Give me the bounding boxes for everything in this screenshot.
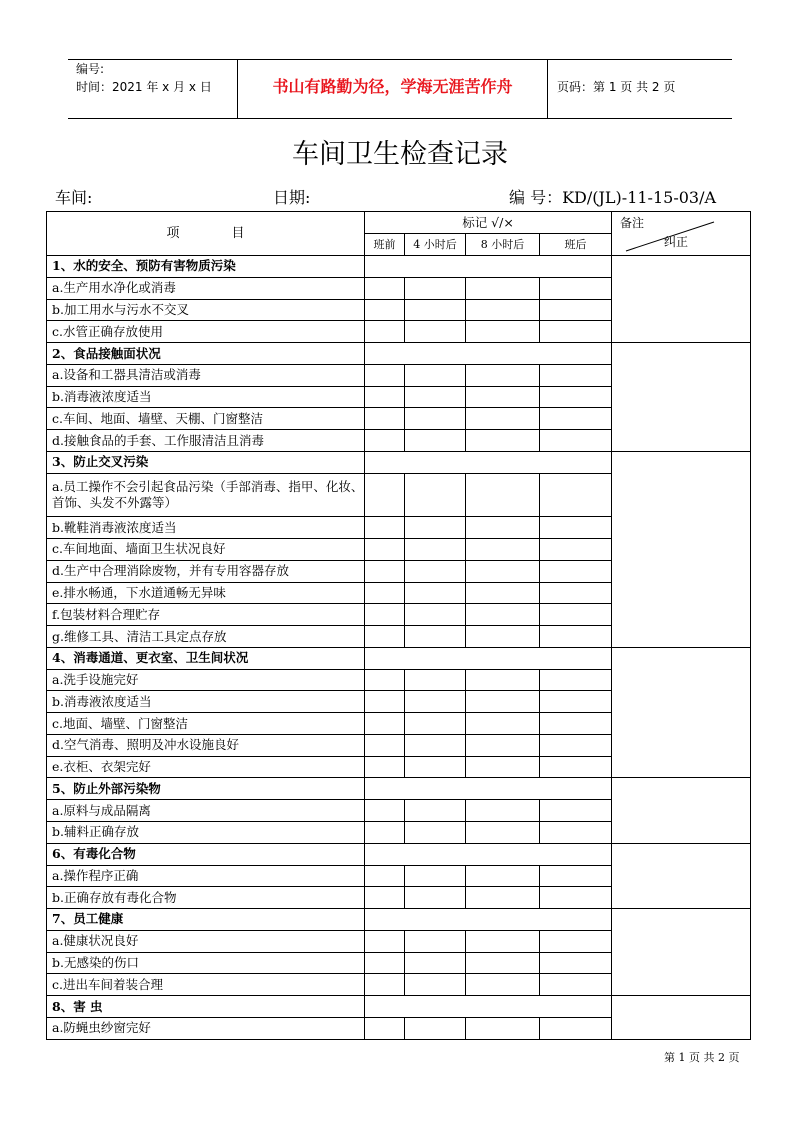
mark-after-shift-cell[interactable] — [540, 952, 612, 974]
check-item: d.接触食品的手套、工作服清洁且消毒 — [47, 430, 365, 452]
mark-after-shift-cell[interactable] — [540, 800, 612, 822]
mark-4h-cell[interactable] — [405, 604, 466, 626]
section-row — [47, 778, 751, 800]
mark-column-header: 标记 √/× — [365, 212, 612, 234]
mark-8h-cell[interactable] — [466, 539, 540, 561]
mark-8h-cell[interactable] — [466, 691, 540, 713]
mark-4h-cell[interactable] — [405, 756, 466, 778]
mark-4h-cell[interactable] — [405, 974, 466, 996]
mark-8h-cell[interactable] — [466, 734, 540, 756]
check-item: d.生产中合理消除废物，并有专用容器存放 — [47, 560, 365, 582]
check-item: b.靴鞋消毒液浓度适当 — [47, 517, 365, 539]
mark-4h-cell[interactable] — [405, 582, 466, 604]
check-item: f.包装材料合理贮存 — [47, 604, 365, 626]
section-remark-cell[interactable] — [612, 451, 751, 647]
header-divider-left — [237, 59, 238, 118]
mark-after-shift-cell[interactable] — [540, 386, 612, 408]
mark-after-shift-cell[interactable] — [540, 430, 612, 452]
mark-4h-cell[interactable] — [405, 517, 466, 539]
mark-8h-cell[interactable] — [466, 713, 540, 735]
mark-after-shift-cell[interactable] — [540, 364, 612, 386]
mark-before-shift-cell[interactable] — [365, 626, 405, 648]
section-row — [47, 909, 751, 931]
mark-before-shift-cell[interactable] — [365, 713, 405, 735]
mark-8h-cell[interactable] — [466, 560, 540, 582]
mark-after-shift-cell[interactable] — [540, 277, 612, 299]
section-mark-cell — [365, 778, 612, 800]
mark-after-shift-cell[interactable] — [540, 865, 612, 887]
section-row — [47, 647, 751, 669]
mark-before-shift-cell[interactable] — [365, 691, 405, 713]
section-mark-cell — [365, 843, 612, 865]
check-item: b.消毒液浓度适当 — [47, 386, 365, 408]
section-title: 6、有毒化合物 — [47, 843, 365, 865]
check-item: e.排水畅通，下水道通畅无异味 — [47, 582, 365, 604]
section-remark-cell[interactable] — [612, 647, 751, 778]
time-column-before-shift: 班前 — [365, 234, 405, 256]
page-title: 车间卫生检查记录 — [292, 139, 508, 170]
check-item: a.原料与成品隔离 — [47, 800, 365, 822]
mark-8h-cell[interactable] — [466, 930, 540, 952]
check-item: a.员工操作不会引起食品污染（手部消毒、指甲、化妆、首饰、头发不外露等） — [47, 473, 365, 517]
mark-before-shift-cell[interactable] — [365, 321, 405, 343]
mark-8h-cell[interactable] — [466, 582, 540, 604]
mark-before-shift-cell[interactable] — [365, 756, 405, 778]
header-time-label: 时间：2021 年 x 月 x 日 — [76, 80, 212, 94]
mark-8h-cell[interactable] — [466, 364, 540, 386]
mark-4h-cell[interactable] — [405, 734, 466, 756]
mark-after-shift-cell[interactable] — [540, 691, 612, 713]
section-title: 8、害 虫 — [47, 996, 365, 1018]
mark-8h-cell[interactable] — [466, 756, 540, 778]
mark-8h-cell[interactable] — [466, 887, 540, 909]
mark-after-shift-cell[interactable] — [540, 974, 612, 996]
mark-after-shift-cell[interactable] — [540, 299, 612, 321]
mark-after-shift-cell[interactable] — [540, 756, 612, 778]
inspection-table — [46, 211, 751, 1040]
mark-before-shift-cell[interactable] — [365, 887, 405, 909]
mark-after-shift-cell[interactable] — [540, 713, 612, 735]
header-divider-right — [547, 59, 548, 118]
workshop-label: 车间: — [55, 188, 93, 207]
mark-after-shift-cell[interactable] — [540, 822, 612, 844]
section-mark-cell — [365, 909, 612, 931]
mark-8h-cell[interactable] — [466, 1017, 540, 1039]
mark-after-shift-cell[interactable] — [540, 321, 612, 343]
check-item: c.车间、地面、墙壁、天棚、门窗整洁 — [47, 408, 365, 430]
mark-8h-cell[interactable] — [466, 865, 540, 887]
mark-4h-cell[interactable] — [405, 930, 466, 952]
section-title: 2、食品接触面状况 — [47, 343, 365, 365]
mark-before-shift-cell[interactable] — [365, 865, 405, 887]
mark-before-shift-cell[interactable] — [365, 604, 405, 626]
section-remark-cell[interactable] — [612, 909, 751, 996]
mark-4h-cell[interactable] — [405, 887, 466, 909]
mark-4h-cell[interactable] — [405, 386, 466, 408]
mark-before-shift-cell[interactable] — [365, 473, 405, 517]
check-item: b.消毒液浓度适当 — [47, 691, 365, 713]
date-label: 日期: — [273, 188, 311, 207]
check-item: c.进出车间着装合理 — [47, 974, 365, 996]
mark-8h-cell[interactable] — [466, 408, 540, 430]
header-bottom-rule — [68, 118, 732, 119]
section-row — [47, 996, 751, 1018]
check-item: b.正确存放有毒化合物 — [47, 887, 365, 909]
section-mark-cell — [365, 647, 612, 669]
mark-after-shift-cell[interactable] — [540, 408, 612, 430]
mark-8h-cell[interactable] — [466, 800, 540, 822]
mark-after-shift-cell[interactable] — [540, 887, 612, 909]
mark-before-shift-cell[interactable] — [365, 1017, 405, 1039]
section-title: 5、防止外部污染物 — [47, 778, 365, 800]
check-item: a.操作程序正确 — [47, 865, 365, 887]
mark-after-shift-cell[interactable] — [540, 473, 612, 517]
remark-label: 备注 — [620, 216, 645, 231]
header-page-label: 页码：第 1 页 共 2 页 — [557, 80, 676, 94]
check-item: a.设备和工器具清洁或消毒 — [47, 364, 365, 386]
document-code: 编 号：KD/(JL)-11-15-03/A — [509, 188, 717, 207]
section-mark-cell — [365, 343, 612, 365]
check-item: a.健康状况良好 — [47, 930, 365, 952]
mark-before-shift-cell[interactable] — [365, 669, 405, 691]
check-item: b.无感染的伤口 — [47, 952, 365, 974]
mark-8h-cell[interactable] — [466, 517, 540, 539]
time-column-8h: 8 小时后 — [466, 234, 540, 256]
check-item: c.车间地面、墙面卫生状况良好 — [47, 539, 365, 561]
section-title: 7、员工健康 — [47, 909, 365, 931]
correct-label: 纠正 — [664, 235, 689, 250]
mark-4h-cell[interactable] — [405, 713, 466, 735]
mark-4h-cell[interactable] — [405, 800, 466, 822]
mark-before-shift-cell[interactable] — [365, 539, 405, 561]
mark-after-shift-cell[interactable] — [540, 604, 612, 626]
mark-4h-cell[interactable] — [405, 669, 466, 691]
mark-4h-cell[interactable] — [405, 408, 466, 430]
mark-after-shift-cell[interactable] — [540, 626, 612, 648]
mark-4h-cell[interactable] — [405, 560, 466, 582]
mark-before-shift-cell[interactable] — [365, 974, 405, 996]
mark-8h-cell[interactable] — [466, 386, 540, 408]
mark-4h-cell[interactable] — [405, 539, 466, 561]
check-item: g.维修工具、清洁工具定点存放 — [47, 626, 365, 648]
header-motto: 书山有路勤为径，学海无涯苦作舟 — [272, 77, 513, 96]
section-mark-cell — [365, 256, 612, 278]
section-mark-cell — [365, 996, 612, 1018]
mark-8h-cell[interactable] — [466, 974, 540, 996]
section-row — [47, 256, 751, 278]
section-remark-cell[interactable] — [612, 343, 751, 452]
section-row — [47, 343, 751, 365]
mark-8h-cell[interactable] — [466, 952, 540, 974]
mark-8h-cell[interactable] — [466, 669, 540, 691]
mark-before-shift-cell[interactable] — [365, 582, 405, 604]
remark-column-header — [612, 212, 751, 256]
section-remark-cell[interactable] — [612, 778, 751, 843]
mark-8h-cell[interactable] — [466, 277, 540, 299]
mark-4h-cell[interactable] — [405, 865, 466, 887]
section-remark-cell[interactable] — [612, 256, 751, 343]
mark-before-shift-cell[interactable] — [365, 560, 405, 582]
mark-after-shift-cell[interactable] — [540, 560, 612, 582]
mark-before-shift-cell[interactable] — [365, 800, 405, 822]
mark-before-shift-cell[interactable] — [365, 299, 405, 321]
mark-8h-cell[interactable] — [466, 604, 540, 626]
mark-after-shift-cell[interactable] — [540, 582, 612, 604]
check-item: b.辅料正确存放 — [47, 822, 365, 844]
mark-after-shift-cell[interactable] — [540, 930, 612, 952]
mark-after-shift-cell[interactable] — [540, 734, 612, 756]
mark-before-shift-cell[interactable] — [365, 430, 405, 452]
mark-4h-cell[interactable] — [405, 364, 466, 386]
mark-4h-cell[interactable] — [405, 299, 466, 321]
time-column-4h: 4 小时后 — [405, 234, 466, 256]
mark-before-shift-cell[interactable] — [365, 277, 405, 299]
time-column-after-shift: 班后 — [540, 234, 612, 256]
mark-before-shift-cell[interactable] — [365, 364, 405, 386]
item-column-header: 项 目 — [47, 212, 365, 256]
section-row — [47, 451, 751, 473]
mark-4h-cell[interactable] — [405, 321, 466, 343]
mark-before-shift-cell[interactable] — [365, 952, 405, 974]
mark-8h-cell[interactable] — [466, 299, 540, 321]
mark-before-shift-cell[interactable] — [365, 734, 405, 756]
header-number-label: 编号: — [76, 62, 105, 76]
mark-after-shift-cell[interactable] — [540, 669, 612, 691]
mark-after-shift-cell[interactable] — [540, 1017, 612, 1039]
mark-8h-cell[interactable] — [466, 626, 540, 648]
mark-8h-cell[interactable] — [466, 822, 540, 844]
section-remark-cell[interactable] — [612, 843, 751, 908]
mark-4h-cell[interactable] — [405, 473, 466, 517]
section-title: 3、防止交叉污染 — [47, 451, 365, 473]
mark-4h-cell[interactable] — [405, 691, 466, 713]
check-item: c.地面、墙壁、门窗整洁 — [47, 713, 365, 735]
mark-8h-cell[interactable] — [466, 473, 540, 517]
check-item: a.防蝇虫纱窗完好 — [47, 1017, 365, 1039]
mark-before-shift-cell[interactable] — [365, 822, 405, 844]
mark-4h-cell[interactable] — [405, 952, 466, 974]
check-item: d.空气消毒、照明及冲水设施良好 — [47, 734, 365, 756]
mark-4h-cell[interactable] — [405, 430, 466, 452]
mark-before-shift-cell[interactable] — [365, 408, 405, 430]
check-item: e.衣柜、衣架完好 — [47, 756, 365, 778]
footer-page-number: 第 1 页 共 2 页 — [664, 1051, 740, 1064]
section-title: 4、消毒通道、更衣室、卫生间状况 — [47, 647, 365, 669]
mark-before-shift-cell[interactable] — [365, 517, 405, 539]
mark-before-shift-cell[interactable] — [365, 930, 405, 952]
section-title: 1、水的安全、预防有害物质污染 — [47, 256, 365, 278]
mark-4h-cell[interactable] — [405, 822, 466, 844]
section-mark-cell — [365, 451, 612, 473]
check-item: c.水管正确存放使用 — [47, 321, 365, 343]
mark-before-shift-cell[interactable] — [365, 386, 405, 408]
mark-4h-cell[interactable] — [405, 1017, 466, 1039]
mark-4h-cell[interactable] — [405, 626, 466, 648]
check-item: a.生产用水净化或消毒 — [47, 277, 365, 299]
mark-8h-cell[interactable] — [466, 430, 540, 452]
mark-after-shift-cell[interactable] — [540, 539, 612, 561]
check-item: b.加工用水与污水不交叉 — [47, 299, 365, 321]
section-row — [47, 843, 751, 865]
mark-8h-cell[interactable] — [466, 321, 540, 343]
mark-4h-cell[interactable] — [405, 277, 466, 299]
mark-after-shift-cell[interactable] — [540, 517, 612, 539]
header-row-1 — [47, 212, 751, 234]
check-item: a.洗手设施完好 — [47, 669, 365, 691]
section-remark-cell[interactable] — [612, 996, 751, 1040]
header-top-rule — [68, 59, 732, 60]
